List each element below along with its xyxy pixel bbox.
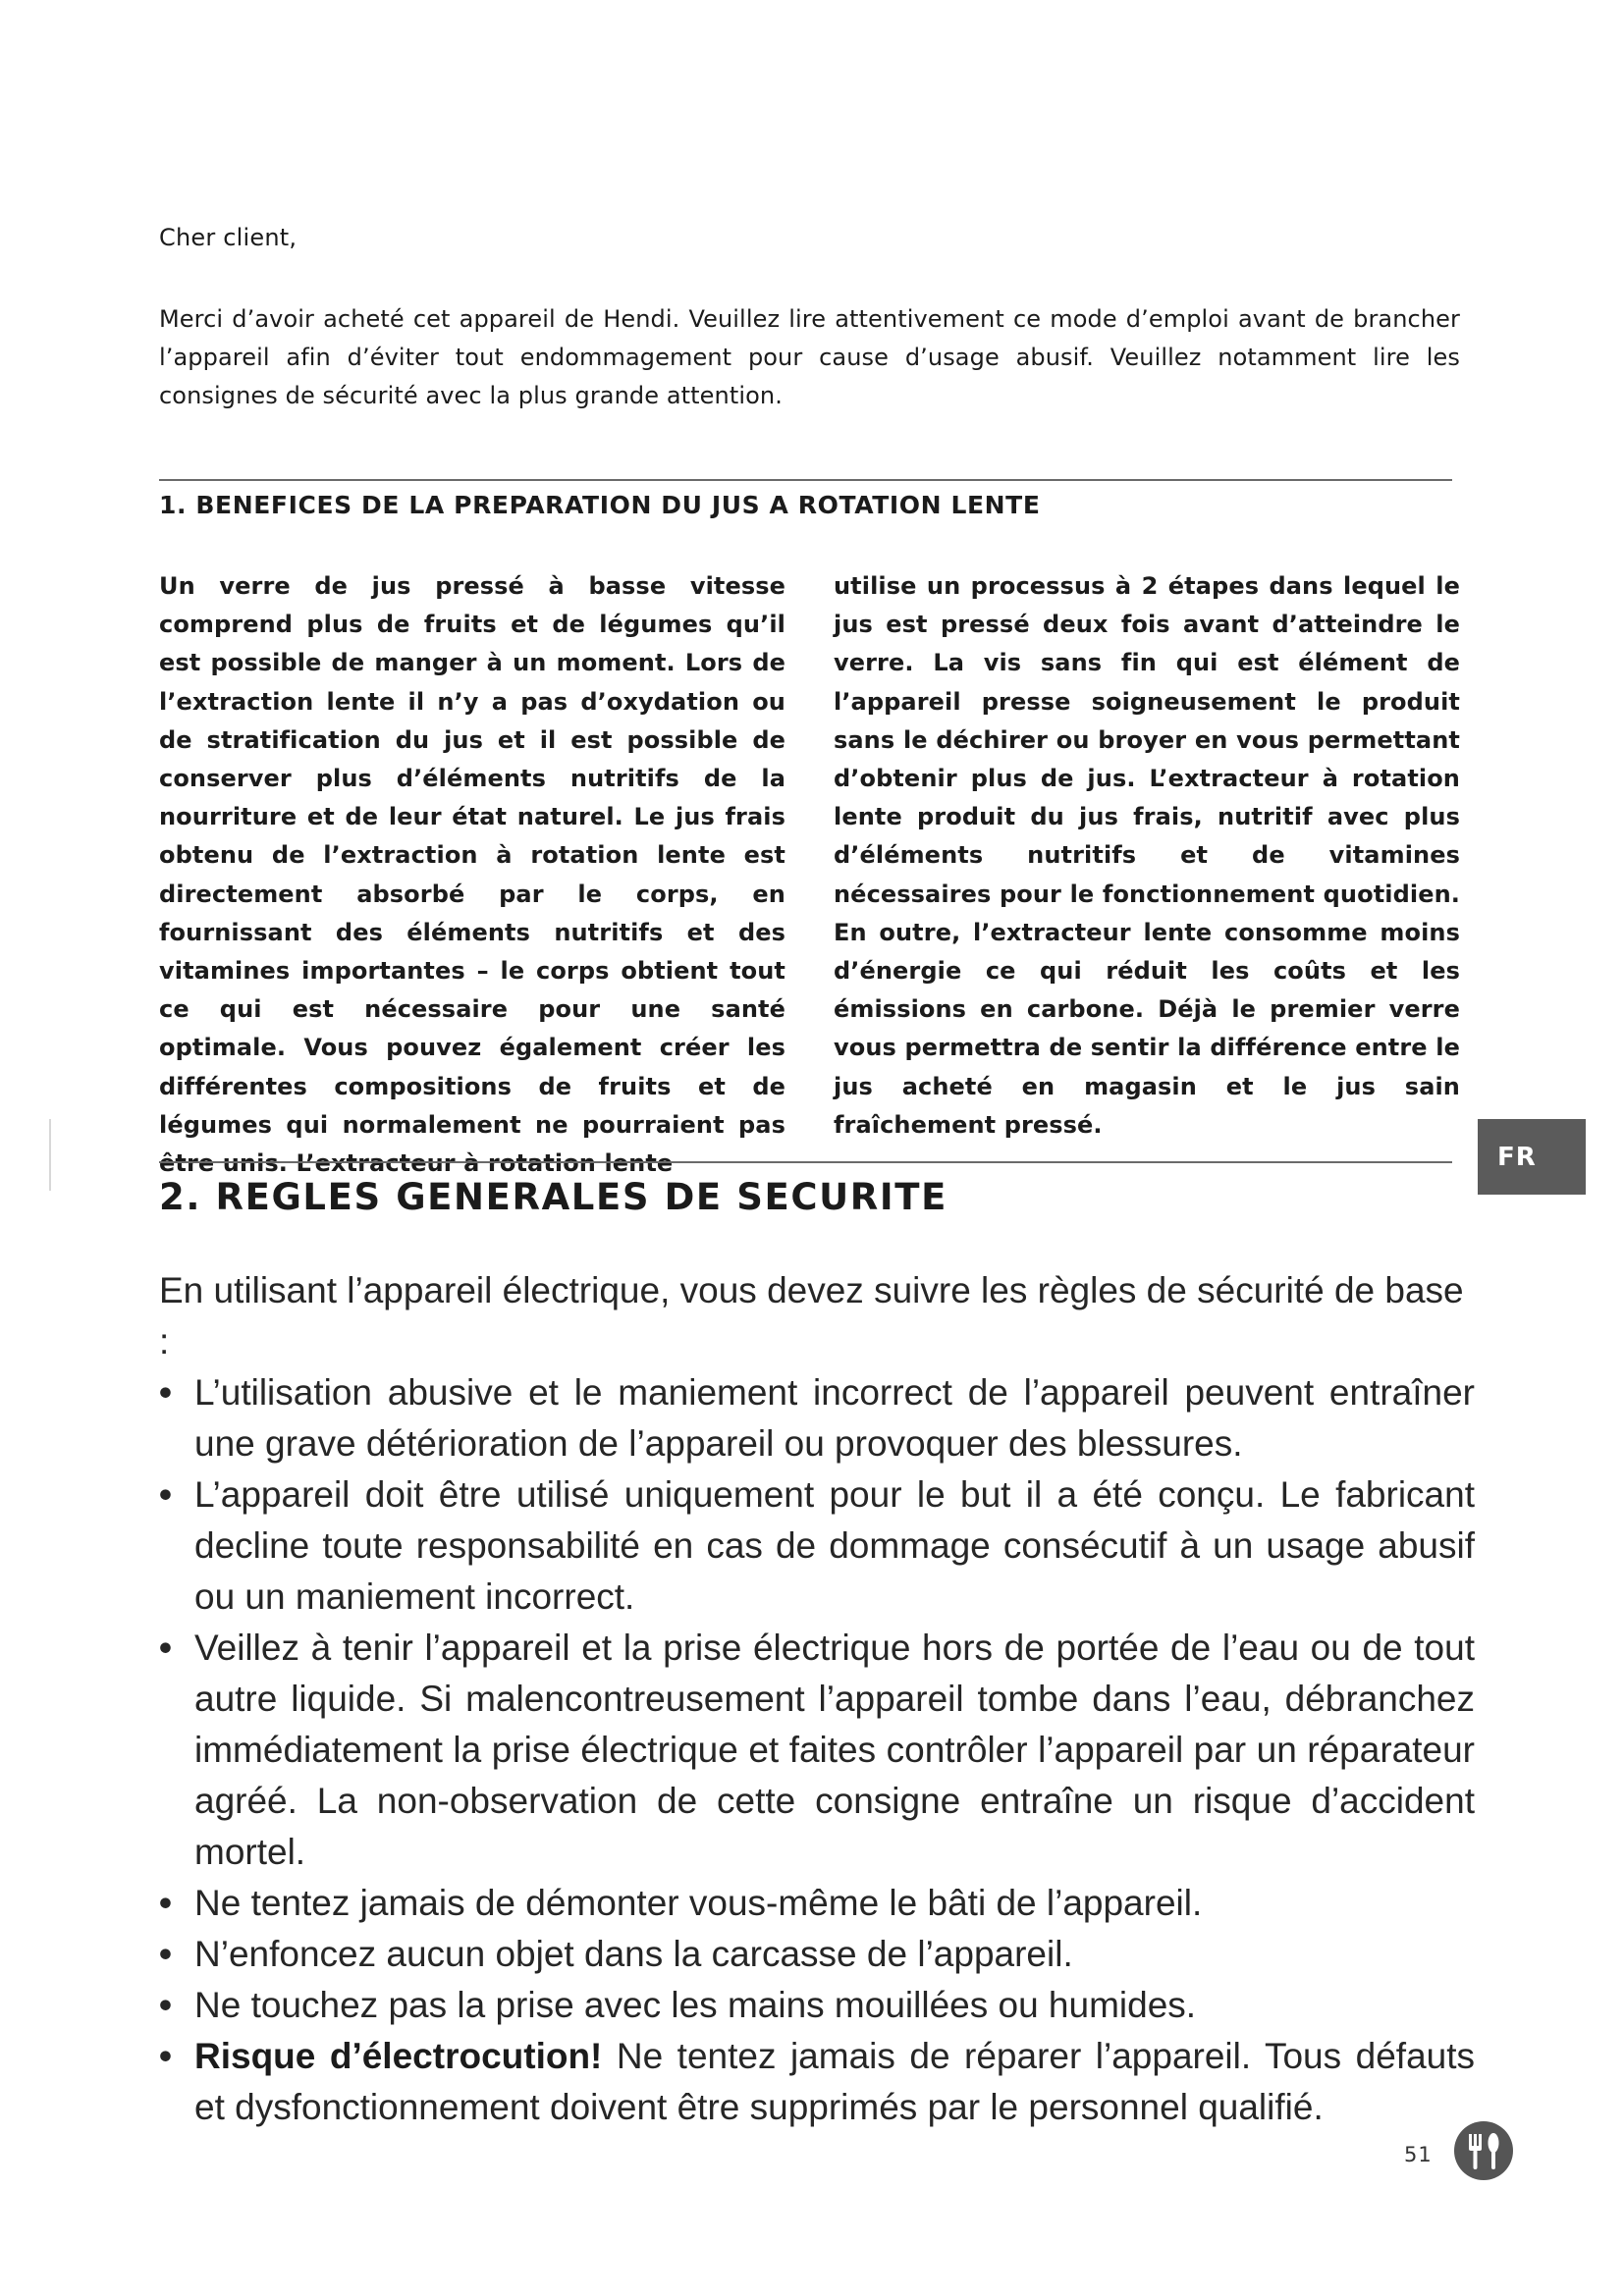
safety-item-text: L’appareil doit être utilisé uniquement pour le but il a été conçu. Le fabricant decline toute responsabilité en cas de dommage consécutif à un usage abusif ou un maniement incorrect.	[194, 1474, 1475, 1617]
section-1-divider	[159, 479, 1452, 481]
safety-item-text: Ne tentez jamais de réparer l’appareil. Tous défauts et dysfonctionnement doivent être supprimés par le personnel qualifié.	[194, 2036, 1475, 2127]
bullet-icon: •	[159, 1372, 172, 1413]
safety-item-text: L’utilisation abusive et le maniement incorrect de l’appareil peuvent entraîner une grave détérioration de l’appareil ou provoquer des blessures.	[194, 1372, 1475, 1464]
safety-item-text: N’enfoncez aucun objet dans la carcasse de l’appareil.	[194, 1934, 1073, 1974]
intro-paragraph: Merci d’avoir acheté cet appareil de Hendi. Veuillez lire attentivement ce mode d’emploi avant de brancher l’appareil afin d’éviter tout endommagement pour cause d’usage abusif. Veuillez notamment lire les consignes de sécurité avec la plus grande attention.	[159, 305, 1460, 409]
bullet-icon: •	[159, 1628, 172, 1668]
bullet-icon: •	[159, 1934, 172, 1974]
cutlery-logo-icon	[1453, 2120, 1514, 2181]
safety-item-text: Ne touchez pas la prise avec les mains mouillées ou humides.	[194, 1985, 1197, 2025]
section-1-title: 1. BENEFICES DE LA PREPARATION DU JUS A ROTATION LENTE	[159, 491, 1041, 519]
safety-item	[159, 1367, 1475, 1469]
greeting: Cher client,	[159, 224, 298, 251]
bullet-icon: •	[159, 1985, 172, 2025]
safety-item	[159, 1469, 1475, 1623]
safety-item	[159, 1980, 1475, 2031]
safety-item	[159, 2031, 1475, 2133]
section-1-column-right: utilise un processus à 2 étapes dans lequel le jus est pressé deux fois avant d’atteindre le verre. La vis sans fin qui est élément de l’appareil presse soigneusement le produit sans le déchirer ou broyer en vous permettant d’obtenir plus de jus. L’extracteur à rotation lente produit du jus frais, nutritif avec plus d’éléments nutritifs et de vitamines nécessaires pour le fonctionnement quotidien. En outre, l’extracteur lente consomme moins d’énergie ce qui réduit les coûts et les émissions en carbone. Déjà le premier verre vous permettra de sentir la différence entre le jus acheté en magasin et le jus sain fraîchement pressé.	[834, 572, 1460, 1139]
safety-item-text: Veillez à tenir l’appareil et la prise électrique hors de portée de l’eau ou de tout autre liquide. Si malencontreusement l’appareil tombe dans l’eau, débranchez immédiatement la prise électrique et faites contrôler l’appareil par un réparateur agréé. La non-observation de cette consigne entraîne un risque d’accident mortel.	[194, 1628, 1475, 1872]
safety-item	[159, 1623, 1475, 1878]
language-tab: FR	[1478, 1119, 1586, 1195]
safety-item-emphasis: Risque d’électrocution!	[194, 2036, 603, 2076]
safety-rules	[159, 1265, 1475, 2133]
safety-item	[159, 1878, 1475, 1929]
section-1-column-left: Un verre de jus pressé à basse vitesse comprend plus de fruits et de légumes qu’il est possible de manger à un moment. Lors de l’extraction lente il n’y a pas d’oxydation ou de stratification du jus et il est possible de conserver plus d’éléments nutritifs de la nourriture et de leur état naturel. Le jus frais obtenu de l’extraction à rotation lente est directement absorbé par le corps, en fournissant des éléments nutritifs et des vitamines importantes – le corps obtient tout ce qui est nécessaire pour une santé optimale. Vous pouvez également créer les différentes compositions de fruits et de légumes qui normalement ne pourraient pas être unis. L’extracteur à rotation lente	[159, 572, 785, 1178]
safety-item	[159, 1929, 1475, 1980]
bullet-icon: •	[159, 1883, 172, 1923]
section-2-title: 2. REGLES GENERALES DE SECURITE	[159, 1176, 947, 1218]
page-edge-mark	[49, 1119, 51, 1191]
safety-list	[159, 1367, 1475, 2133]
section-2-divider	[159, 1161, 1452, 1163]
safety-lead: En utilisant l’appareil électrique, vous devez suivre les règles de sécurité de base :	[159, 1270, 1464, 1362]
page-number: 51	[1404, 2143, 1433, 2166]
bullet-icon: •	[159, 2036, 172, 2076]
bullet-icon: •	[159, 1474, 172, 1515]
safety-item-text: Ne tentez jamais de démonter vous-même le bâti de l’appareil.	[194, 1883, 1203, 1923]
